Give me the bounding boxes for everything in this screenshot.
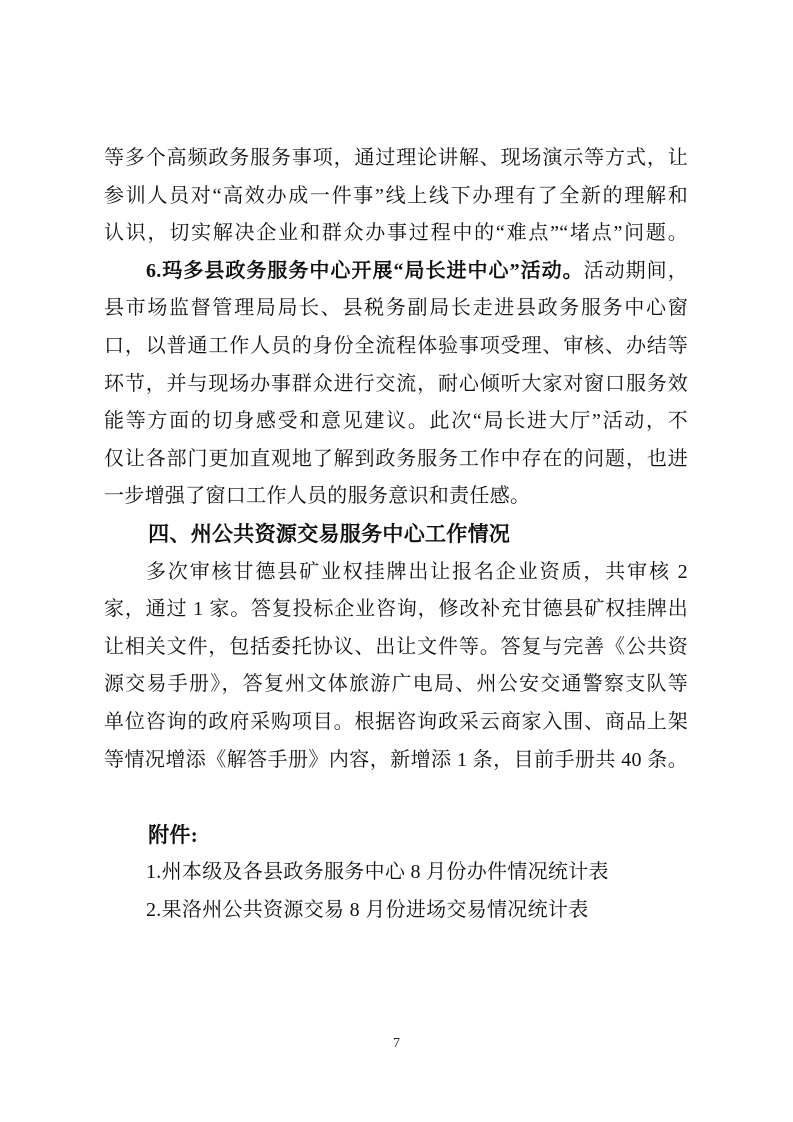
attachment-item: 1.州本级及各县政务服务中心 8 月份办件情况统计表 bbox=[146, 861, 609, 884]
bold-run: 6.玛多县政务服务中心开展“局长进中心”活动。 bbox=[146, 259, 584, 282]
paragraph-lead-line: 多次审核甘德县矿业权挂牌出让报名企业资质，共审核 2 bbox=[146, 560, 688, 583]
paragraph-last-line: 一步增强了窗口工作人员的服务意识和责任感。 bbox=[104, 485, 531, 508]
paragraph-line: 口，以普通工作人员的身份全流程体验事项受理、审核、办结等 bbox=[104, 334, 688, 357]
regular-run: 活动期间， bbox=[583, 259, 689, 282]
page-number: 7 bbox=[393, 1036, 400, 1051]
document-body bbox=[104, 140, 688, 929]
section-heading: 四、州公共资源交易服务中心工作情况 bbox=[148, 522, 511, 546]
paragraph-line: 单位咨询的政府采购项目。根据咨询政采云商家入围、商品上架 bbox=[104, 710, 688, 733]
paragraph-line: 仅让各部门更加直观地了解到政务服务工作中存在的问题，也进 bbox=[104, 447, 688, 470]
attachments-label: 附件: bbox=[148, 822, 198, 847]
paragraph-line: 环节，并与现场办事群众进行交流，耐心倾听大家对窗口服务效 bbox=[104, 372, 688, 395]
paragraph-line: 家，通过 1 家。答复投标企业咨询，修改补充甘德县矿权挂牌出 bbox=[104, 598, 688, 621]
paragraph-line: 等情况增添《解答手册》内容，新增添 1 条，目前手册共 40 条。 bbox=[104, 748, 688, 771]
paragraph-line: 参训人员对“高效办成一件事”线上线下办理有了全新的理解和 bbox=[104, 184, 688, 207]
paragraph-line: 县市场监督管理局局长、县税务副局长走进县政务服务中心窗 bbox=[104, 297, 688, 320]
paragraph-line: 让相关文件，包括委托协议、出让文件等。答复与完善《公共资 bbox=[104, 635, 688, 658]
paragraph-line: 源交易手册》，答复州文体旅游广电局、州公安交通警察支队等 bbox=[104, 673, 688, 696]
paragraph-lead-line bbox=[104, 253, 688, 291]
paragraph-line: 能等方面的切身感受和意见建议。此次“局长进大厅”活动，不 bbox=[104, 410, 688, 433]
paragraph-line: 等多个高频政务服务事项，通过理论讲解、现场演示等方式，让 bbox=[104, 147, 688, 169]
paragraph-line: 认识，切实解决企业和群众办事过程中的“难点”“堵点”问题。 bbox=[104, 222, 688, 245]
blank-line bbox=[104, 779, 688, 817]
attachment-item: 2.果洛州公共资源交易 8 月份进场交易情况统计表 bbox=[146, 898, 589, 921]
